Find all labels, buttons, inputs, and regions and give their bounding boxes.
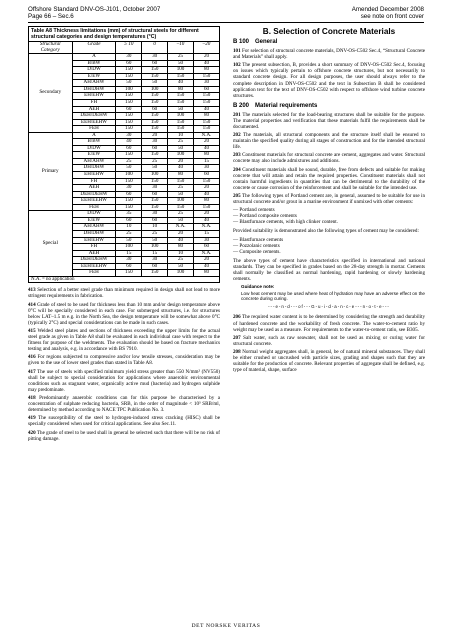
thickness-cell: 60 — [116, 263, 142, 270]
thickness-cell: 150 — [142, 152, 168, 159]
para-207: 207 Salt water, such as raw seawater, shall not be used as mixing or curing water for structural concrete. — [233, 334, 425, 347]
thickness-cell: 150 — [116, 178, 142, 185]
thickness-cell: 50 — [168, 191, 194, 198]
thickness-cell: 80 — [194, 270, 220, 277]
para-413: 413 Selection of a better steel grade than minimum required in design shall not lead to more stringent requirements in fabrication. — [28, 287, 221, 300]
thickness-cell: 30 — [194, 80, 220, 87]
thickness-cell: 20 — [194, 211, 220, 218]
thickness-cell: 150 — [116, 152, 142, 159]
thickness-cell: 25 — [116, 230, 142, 237]
thickness-cell: 20 — [194, 139, 220, 146]
category-cell: Primary — [29, 132, 73, 211]
thickness-cell: 60 — [142, 263, 168, 270]
grade-cell: AEH — [72, 250, 116, 257]
thickness-cell: 60 — [116, 217, 142, 224]
thickness-cell: 50 — [142, 80, 168, 87]
thickness-cell: 80 — [168, 86, 194, 93]
para-208: 208 Normal weight aggregates shall, in general, be of natural mineral substances. They shall be either crushed or uncrushed with particle sizes, grading and shapes such that they are suitable for the production of concrete. Relevant properties of aggregate shall be defined, e.g. type of material, shape, surface — [233, 349, 425, 374]
thickness-cell: 25 — [142, 230, 168, 237]
thickness-cell: 15 — [194, 158, 220, 165]
doc-title: Offshore Standard DNV-OS-J101, October 2007 — [28, 6, 161, 13]
thickness-cell: 150 — [142, 270, 168, 277]
thickness-cell: N.A. — [194, 250, 220, 257]
grade-cell: EH/EHW — [72, 172, 116, 179]
thickness-cell: 40 — [194, 263, 220, 270]
thickness-cell: 10 — [168, 132, 194, 139]
grade-cell: A — [72, 132, 116, 139]
thickness-cell: 60 — [142, 106, 168, 113]
thickness-cell: 35 — [116, 211, 142, 218]
thickness-cell: 15 — [142, 250, 168, 257]
thickness-cell: N.A. — [168, 224, 194, 231]
thickness-cell: 40 — [194, 191, 220, 198]
thickness-cell: 30 — [142, 257, 168, 264]
list-item: — Composite cements. — [233, 249, 425, 255]
grade-cell: DH/DHW — [72, 165, 116, 172]
thickness-cell: 40 — [116, 139, 142, 146]
thickness-cell: 150 — [194, 178, 220, 185]
thickness-cell: 150 — [142, 204, 168, 211]
thickness-cell: 150 — [194, 93, 220, 100]
thickness-cell: 30 — [116, 54, 142, 61]
thickness-cell: 30 — [116, 257, 142, 264]
section-title: B. Selection of Concrete Materials — [262, 27, 396, 36]
grade-cell: EEH/EEHW — [72, 119, 116, 126]
thickness-cell: 150 — [142, 198, 168, 205]
thickness-cell: 150 — [168, 126, 194, 133]
right-column — [233, 26, 425, 375]
thickness-cell: 150 — [194, 126, 220, 133]
grade-cell: DEH/DEHW — [72, 113, 116, 120]
para-203: 203 Constituent materials for structural concrete are cement, aggregates and water. Structural concrete may also include admixtures and additions. — [233, 152, 425, 165]
thickness-cell: 20 — [194, 54, 220, 61]
grade-cell: AH/AHW — [72, 224, 116, 231]
grade-cell: FH — [72, 100, 116, 107]
thickness-cell: 60 — [116, 60, 142, 67]
thickness-cell: 20 — [142, 132, 168, 139]
cement-list-2 — [233, 237, 425, 255]
subsection-b200: B 200 Material requirements — [233, 102, 318, 109]
amended-note: Amended December 2008 — [351, 6, 424, 13]
grade-cell: EH/EHW — [72, 237, 116, 244]
front-cover-note: see note on front cover — [360, 13, 424, 21]
para-102: 102 The present subsection, B, provides a short summary of DNV-OS-C502 Sec.4, focusing on issues which typically pertain to offshore concrete structures, but not necessarily to standard concrete design. For all design purposes, the user should always refer to the complete description in DNV-OS-C502 and the text in Subsection B shall be considered application text for the text of DNV-OS-C502 with respect to offshore wind turbine concrete structures. — [233, 62, 426, 99]
thickness-cell: 150 — [168, 73, 194, 80]
grade-cell: E/EW — [72, 152, 116, 159]
grade-cell: AEH — [72, 185, 116, 192]
thickness-cell: 25 — [168, 54, 194, 61]
thickness-cell: 50 — [168, 60, 194, 67]
list-item: — Portland cements — [233, 207, 425, 213]
thickness-cell: 40 — [168, 165, 194, 172]
thickness-cell: 30 — [116, 132, 142, 139]
thickness-cell: 30 — [142, 211, 168, 218]
thickness-cell: 40 — [194, 106, 220, 113]
grade-cell: FH — [72, 178, 116, 185]
cement-list-1 — [233, 207, 425, 225]
thickness-cell: 20 — [168, 230, 194, 237]
thickness-cell: 30 — [142, 54, 168, 61]
guidance-text: Low heat cement may be used where heat of hydration may have an adverse effect on the concrete during curing. — [241, 290, 425, 301]
thickness-cell: 30 — [194, 237, 220, 244]
thickness-cell: 100 — [116, 172, 142, 179]
thickness-cell: 50 — [168, 106, 194, 113]
para-204: 204 Constituent materials shall be sound, durable, free from defects and suitable for making concrete that will attain and retain the required properties. Constituent materials shall not contain harmful ingredients in quantities that can be detrimental to the durability of the concrete or cause corrosion of the reinforcement and shall be suitable for the intended use. — [233, 166, 425, 191]
mid-text: Provided suitability is demonstrated also the following types of cement may be considered: — [233, 228, 419, 235]
thickness-cell: 10 — [142, 224, 168, 231]
thickness-cell: 60 — [142, 145, 168, 152]
thickness-cell: 50 — [168, 217, 194, 224]
thickness-cell: 150 — [168, 119, 194, 126]
thickness-cell: 100 — [142, 172, 168, 179]
table-note: N.A. = no application — [29, 276, 220, 283]
grade-cell: DH/DHW — [72, 86, 116, 93]
left-paragraphs — [28, 287, 220, 441]
grade-cell: D/DW — [72, 67, 116, 74]
grade-cell: EEH/EEHW — [72, 263, 116, 270]
page-section: Page 66 – Sec.6 — [28, 13, 74, 21]
grade-cell: DEH/DEHW — [72, 191, 116, 198]
thickness-cell: 50 — [142, 237, 168, 244]
thickness-cell: 60 — [116, 191, 142, 198]
thickness-cell: 30 — [194, 165, 220, 172]
thickness-cell: 60 — [194, 86, 220, 93]
para-201: 201 The materials selected for the load-bearing structures shall be suitable for the purpose. The material properties and verification that these materials fulfil the requirements shall be documented. — [233, 111, 425, 130]
para-418: 418 Predominantly anaerobic conditions can for this purpose be characterised by a concentration of sulphate reducing bacteria, SRB, in the order of magnitude < 10³ SRB/ml, determined by method according to NACE TPC Publication No. 3. — [28, 395, 220, 414]
thickness-cell: 150 — [116, 270, 142, 277]
thickness-cell: 150 — [116, 67, 142, 74]
col-header-category: Structural Category — [29, 42, 73, 54]
header-rule — [28, 22, 424, 23]
grade-cell: B/BW — [72, 139, 116, 146]
thickness-cell: N.A. — [194, 224, 220, 231]
thickness-cell: 25 — [168, 139, 194, 146]
thickness-cell: 60 — [194, 172, 220, 179]
col-header-grade: Grade — [72, 42, 116, 54]
thickness-cell: 150 — [168, 178, 194, 185]
thickness-cell: 10 — [116, 224, 142, 231]
para-415: 415 Welded steel plates and sections of thickness exceeding the upper limits for the actual steel grade as given in Table A8 shall be evaluated in each individual case with respect to the fitness for purpose of the weldments. The evaluation should be based on fracture mechanics testing and analysis, e.g. in accordance with BS 7910. — [28, 327, 220, 353]
thickness-cell: 80 — [168, 244, 194, 251]
thickness-cell: 20 — [168, 158, 194, 165]
category-cell: Secondary — [29, 54, 73, 133]
thickness-cell: 50 — [116, 80, 142, 87]
thickness-cell: 150 — [142, 93, 168, 100]
thickness-cell: 150 — [116, 126, 142, 133]
guidance-end: ---e-n-d---of---G-u-i-d-a-n-c-e---n-o-t-e--- — [268, 304, 390, 310]
thickness-cell: 40 — [194, 217, 220, 224]
thickness-cell: 100 — [168, 113, 194, 120]
list-item: — Portland composite cements — [233, 213, 425, 219]
thickness-cell: 150 — [194, 119, 220, 126]
subsection-b100: B 100 General — [233, 39, 278, 46]
thickness-cell: 100 — [142, 86, 168, 93]
thickness-cell: 20 — [194, 257, 220, 264]
grade-cell: A — [72, 54, 116, 61]
thickness-cell: 60 — [194, 244, 220, 251]
thickness-cell: 25 — [116, 158, 142, 165]
thickness-cell: 50 — [116, 237, 142, 244]
grade-cell: FEH — [72, 126, 116, 133]
page-footer: DET NORSKE VERITAS — [191, 623, 261, 629]
thickness-cell: 150 — [142, 73, 168, 80]
thickness-cell: 100 — [142, 244, 168, 251]
thickness-cell: 150 — [142, 126, 168, 133]
grade-cell: EH/EHW — [72, 93, 116, 100]
thickness-cell: 150 — [168, 93, 194, 100]
thickness-cell: 60 — [116, 145, 142, 152]
grade-cell: DH/DHW — [72, 230, 116, 237]
thickness-cell: 50 — [142, 165, 168, 172]
thickness-cell: 150 — [116, 113, 142, 120]
thickness-cell: 150 — [194, 100, 220, 107]
thickness-cell: 60 — [116, 106, 142, 113]
grade-cell: FEH — [72, 204, 116, 211]
thickness-cell: 15 — [194, 230, 220, 237]
grade-cell: D/DW — [72, 211, 116, 218]
thickness-cell: 25 — [168, 211, 194, 218]
para-420: 420 The grade of steel to be used shall in general be selected such that there will be no risk of pitting damage. — [28, 429, 220, 442]
thickness-cell: 150 — [116, 100, 142, 107]
thickness-cell: 25 — [142, 158, 168, 165]
thickness-cell: 40 — [194, 60, 220, 67]
thickness-cell: 80 — [194, 198, 220, 205]
left-column — [28, 26, 220, 444]
thickness-cell: 150 — [116, 73, 142, 80]
thickness-cell: 50 — [168, 263, 194, 270]
thickness-cell: 150 — [116, 119, 142, 126]
grade-cell: D/DW — [72, 145, 116, 152]
thickness-cell: 150 — [168, 100, 194, 107]
thickness-cell: 30 — [142, 185, 168, 192]
grade-cell: E/EW — [72, 217, 116, 224]
grade-cell: AH/AHW — [72, 158, 116, 165]
thickness-cell: 150 — [116, 198, 142, 205]
grade-cell: E/EW — [72, 73, 116, 80]
thickness-cell: 30 — [116, 185, 142, 192]
thickness-cell: 80 — [168, 172, 194, 179]
thickness-cell: 10 — [168, 250, 194, 257]
col-header-t3: –10 — [168, 42, 194, 54]
thickness-cell: 150 — [142, 178, 168, 185]
para-416: 416 For regions subjected to compressive and/or low tensile stresses, consideration may be given to the use of lower steel grades than stated in Table A8. — [28, 354, 220, 367]
thickness-cell: 150 — [116, 204, 142, 211]
thickness-cell: 100 — [168, 67, 194, 74]
cement-characteristics: The above types of cement have characteristics specified in international and national standards. They can be specified in grades based on the 28-day strength in mortar. Cements shall normally be classified as normal hardening, rapid hardening or slowly hardening cements. — [233, 257, 425, 282]
thickness-cell: 40 — [168, 237, 194, 244]
thickness-cell: 40 — [168, 80, 194, 87]
para-417: 417 The use of steels with specified minimum yield stress greater than 550 N/mm² (NV550) shall be subject to special consideration for applications where anaerobic environmental conditions such as stagnant water, organically active mud (bacteria) and hydrogen sulphide may predominate. — [28, 368, 221, 393]
thickness-cell: 100 — [168, 198, 194, 205]
thickness-cell: 150 — [194, 204, 220, 211]
thickness-cell: 100 — [168, 270, 194, 277]
list-item: — Pozzolanic cements — [233, 243, 425, 249]
thickness-cell: 100 — [116, 244, 142, 251]
thickness-cell: N.A. — [194, 132, 220, 139]
thickness-cell: 80 — [194, 67, 220, 74]
grade-cell: DEH/DEHW — [72, 257, 116, 264]
thickness-cell: 50 — [116, 165, 142, 172]
list-item: — Blastfurnace cements — [233, 237, 425, 243]
thickness-cell: 100 — [116, 86, 142, 93]
guidance-title: Guidance note: — [241, 284, 275, 290]
list-item: — Blastfurnace cements, with high clinker content. — [233, 219, 425, 225]
grade-cell: B/BW — [72, 60, 116, 67]
para-206: 206 The required water content is to be determined by considering the strength and durability of hardened concrete and the workability of fresh concrete. The water-to-cement ratio by weight may be used as a measure. For requirements to the water-to-cement ratio, see B305. — [233, 314, 425, 333]
thickness-cell: 30 — [142, 139, 168, 146]
thickness-cell: 100 — [168, 152, 194, 159]
thickness-cell: 150 — [116, 93, 142, 100]
thickness-cell: 80 — [194, 113, 220, 120]
thickness-cell: 25 — [168, 185, 194, 192]
thickness-table — [28, 26, 220, 283]
thickness-cell: 150 — [142, 100, 168, 107]
thickness-cell: 60 — [142, 217, 168, 224]
grade-cell: FEH — [72, 270, 116, 277]
para-202: 202 The materials, all structural components and the structure itself shall be ensured to maintain the specified quality during all stages of construction and for the intended structural life. — [233, 132, 425, 151]
thickness-cell: 20 — [194, 185, 220, 192]
para-414: 414 Grade of steel to be used for thickness less than 10 mm and/or design temperature above 0°C will be specially considered in each case. For submerged structures, i.e. for structures below LAT–1.5 m e.g. in the North Sea, the design temperature will be somewhat above 0°C (typically 2°C) and special considerations can be made in such cases. — [28, 301, 220, 326]
grade-cell: AEH — [72, 106, 116, 113]
thickness-cell: 60 — [142, 191, 168, 198]
category-cell: Special — [29, 211, 73, 276]
grade-cell: AH/AHW — [72, 80, 116, 87]
para-419: 419 The susceptibility of the steel to hydrogen-induced stress cracking (HISC) shall be specially considered when used for critical applications. See also Sec.11. — [28, 415, 220, 428]
thickness-cell: 40 — [194, 145, 220, 152]
col-header-t2: 0 — [142, 42, 168, 54]
thickness-cell: 80 — [194, 152, 220, 159]
grade-cell: EEH/EEHW — [72, 198, 116, 205]
thickness-cell: 150 — [168, 204, 194, 211]
col-header-t4: –20 — [194, 42, 220, 54]
thickness-cell: 15 — [116, 250, 142, 257]
guidance-note — [241, 284, 425, 301]
para-205: 205 The following types of Portland cement are, in general, assumed to be suitable for use in structural concrete and/or grout in a marine environment if unmixed with other cements: — [233, 193, 425, 206]
thickness-cell: 150 — [194, 73, 220, 80]
table-title: Table A8 Thickness limitations (mm) of structural steels for different structural categories and design temperatures (°C) — [29, 27, 220, 42]
para-101: 101 For selection of structural concrete materials, DNV-OS-C502 Sec.4, “Structural Concrete and Materials” shall apply. — [233, 48, 425, 61]
thickness-cell: 60 — [142, 60, 168, 67]
thickness-cell: 150 — [142, 119, 168, 126]
grade-cell: FH — [72, 244, 116, 251]
col-header-t1: ≥ 10 — [116, 42, 142, 54]
thickness-cell: 150 — [142, 67, 168, 74]
thickness-cell: 150 — [142, 113, 168, 120]
thickness-cell: 25 — [168, 257, 194, 264]
thickness-cell: 50 — [168, 145, 194, 152]
